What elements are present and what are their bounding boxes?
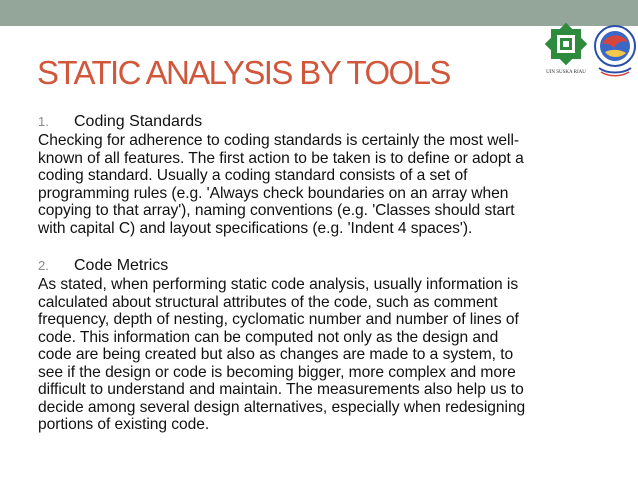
paragraph-line: programming rules (e.g. 'Always check boundaries on an array when — [38, 184, 509, 202]
logo-caption: UIN SUSKA RIAU — [546, 70, 586, 75]
code-metrics-paragraph — [38, 276, 608, 434]
coding-standards-section — [38, 112, 608, 237]
paragraph-line: copying to that array'), naming conventions (e.g. 'Classes should start — [38, 202, 515, 219]
paragraph-line: code. This information can be computed not only as the design and — [38, 328, 499, 346]
paragraph-line: known of all features. The first action to be taken is to define or adopt a — [38, 149, 524, 167]
paragraph-line: As stated, when performing static code analysis, usually information is — [38, 276, 519, 293]
code-metrics-section — [38, 256, 608, 434]
item-title: Code Metrics — [74, 257, 169, 274]
paragraph-line: difficult to understand and maintain. The measurements also help us to — [38, 381, 524, 398]
paragraph-line: Checking for adherence to coding standards is certainly the most well- — [38, 132, 520, 149]
paragraph-line: portions of existing code. — [38, 416, 210, 433]
paragraph-line: with capital C) and layout specifications (e.g. 'Indent 4 spaces'). — [38, 219, 473, 237]
paragraph-line: frequency, depth of nesting, cyclomatic number and number of lines of — [38, 311, 519, 328]
slide-body — [38, 112, 608, 434]
university-logo-left — [543, 23, 589, 77]
coding-standards-heading — [38, 112, 608, 132]
paragraph-line: decide among several design alternatives, especially when redesigning — [38, 398, 526, 416]
slide-title: STATIC ANALYSIS BY TOOLS — [37, 54, 450, 91]
coding-standards-paragraph — [38, 132, 608, 237]
item-title: Coding Standards — [74, 113, 203, 130]
paragraph-line: calculated about structural attributes of the code, such as comment — [38, 293, 498, 311]
code-metrics-heading — [38, 256, 608, 276]
paragraph-line: code are being created but also as changes are made to a system, to — [38, 346, 514, 363]
paragraph-line: see if the design or code is becoming bigger, more complex and more — [38, 363, 516, 381]
item-number: 1. — [38, 114, 49, 129]
paragraph-line: coding standard. Usually a coding standard consists of a set of — [38, 167, 468, 184]
university-logo-right — [593, 22, 637, 80]
item-number: 2. — [38, 258, 49, 273]
section-gap — [38, 237, 608, 256]
